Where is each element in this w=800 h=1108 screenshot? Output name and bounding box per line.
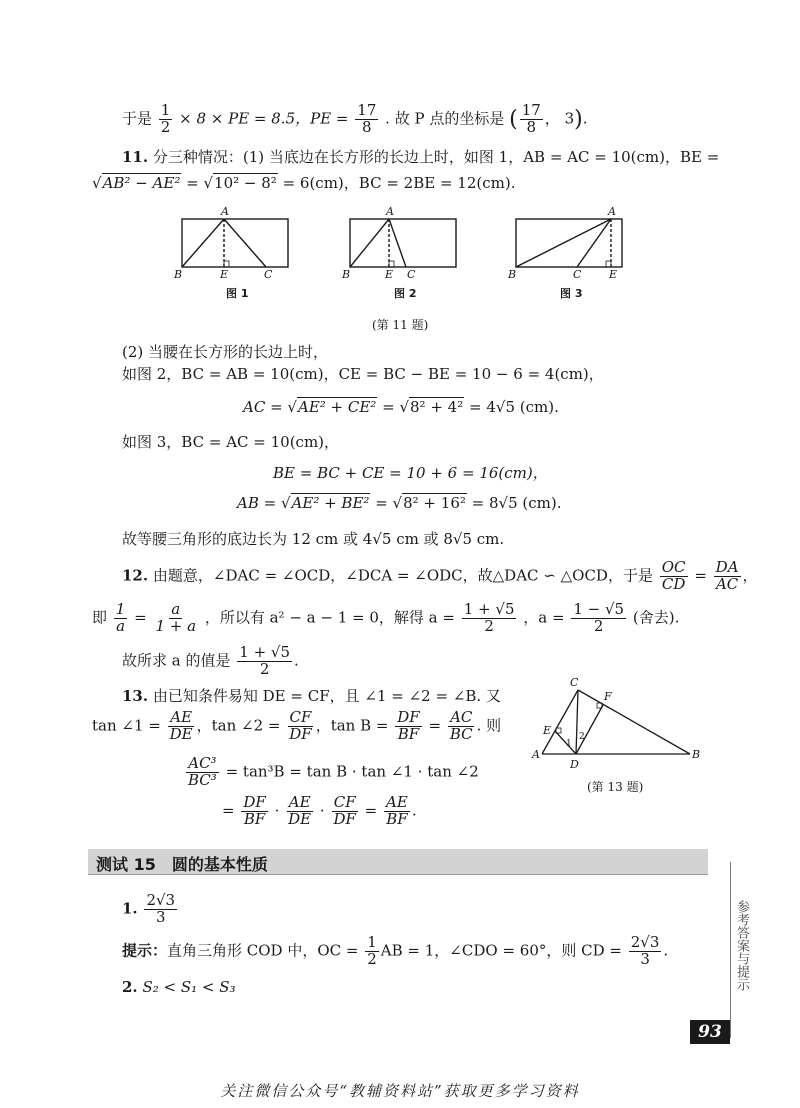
svg-text:E: E bbox=[543, 724, 552, 737]
svg-text:F: F bbox=[604, 690, 612, 703]
q13-caption: (第 13 题) bbox=[587, 780, 644, 794]
svg-text:1: 1 bbox=[566, 739, 572, 749]
q11-conclusion: 故等腰三角形的底边长为 12 cm 或 4√5 cm 或 8√5 cm. bbox=[122, 530, 505, 548]
svg-text:B: B bbox=[508, 268, 517, 281]
q11-fig2-line: 如图 2，BC = AB = 10(cm)，CE = BC − BE = 10 − 6 = 4(cm)， bbox=[122, 365, 604, 383]
q11-eq1: AC = √AE² + CE² = √8² + 4² = 4√5 (cm). bbox=[243, 398, 559, 416]
coordinate-line: 于是 $\frac{1}{2}$ × 8 × PE = 8.5，PE = $\frac{17}{8}$ . 故 P 点的坐标是 ( $\frac{17}{8}$ ， 3). bbox=[122, 101, 588, 136]
q11-eq2: BE = BC + CE = 10 + 6 = 16(cm)， bbox=[273, 464, 548, 482]
q11-eq3: AB = √AE² + BE² = √8² + 16² = 8√5 (cm). bbox=[237, 494, 562, 512]
q12-line1: 12. 由题意，∠DAC = ∠OCD，∠DCA = ∠ODC，故△DAC ∽ △OCD，于是 $\frac{OC}{CD}$ = $\frac{DA}{AC}$ ， bbox=[122, 558, 758, 593]
svg-text:A: A bbox=[608, 205, 616, 218]
s2-answer: 2. S₂ < S₁ < S₃ bbox=[122, 978, 236, 996]
svg-text:B: B bbox=[342, 268, 351, 281]
q13-line2: tan ∠1 = $\frac{AE}{DE}$ ，tan ∠2 = $\frac{CF}{DF}$ ，tan B = $\frac{DF}{BF}$ = $\frac{AC}{BC}$ . 则 bbox=[92, 708, 502, 743]
fraction-coord: $\frac{17}{8}$ bbox=[521, 101, 541, 136]
segment-df bbox=[576, 705, 603, 754]
fraction-half: $\frac{1}{2}$ bbox=[160, 101, 171, 136]
q12-line3: 故所求 a 的值是 $\frac{1 + √5}{2}$ . bbox=[122, 643, 299, 678]
sidebar-label: 参考答案与提示 bbox=[734, 900, 749, 991]
side-ac bbox=[542, 690, 578, 754]
fig1-right-angle bbox=[224, 261, 229, 267]
q11-line2: √AB² − AE² = √10² − 8² = 6(cm)，BC = 2BE = 12(cm). bbox=[92, 174, 516, 192]
q11-fig3-line: 如图 3，BC = AC = 10(cm)， bbox=[122, 433, 340, 451]
fig2-right-angle bbox=[389, 261, 394, 267]
svg-text:A: A bbox=[221, 205, 229, 218]
side-cb bbox=[578, 690, 690, 754]
section-title: 测试 15 圆的基本性质 bbox=[96, 855, 268, 874]
q12-line2: 即 $\frac{1}{a}$ = $\frac{a}{1 + a}$ ，所以有 a² − a − 1 = 0，解得 a = $\frac{1 + √5}{2}$ ，a = $\frac{1 - √5}{2}$ (舍去). bbox=[92, 600, 680, 635]
fig3-side-ab bbox=[516, 219, 611, 267]
fig2-side-ab bbox=[350, 219, 389, 267]
segment-cd bbox=[576, 690, 578, 754]
svg-text:B: B bbox=[692, 748, 701, 761]
fig1-rectangle bbox=[182, 219, 288, 267]
fig1-label: 图 1 bbox=[226, 287, 249, 300]
s1-hint: 提示：直角三角形 COD 中，OC = $\frac{1}{2}$ AB = 1，∠CDO = 60°，则 CD = $\frac{2√3}{3}$ . bbox=[122, 933, 669, 968]
q13-figure bbox=[528, 676, 708, 771]
svg-text:E: E bbox=[609, 268, 618, 281]
q13-line4: = $\frac{DF}{BF}$ · $\frac{AE}{DE}$ · $\frac{CF}{DF}$ = $\frac{AE}{BF}$ . bbox=[222, 793, 417, 828]
fig1-side-ab bbox=[182, 219, 224, 267]
svg-text:C: C bbox=[407, 268, 416, 281]
q11-case2: (2) 当腰在长方形的长边上时， bbox=[122, 343, 329, 361]
svg-text:C: C bbox=[264, 268, 273, 281]
svg-text:C: C bbox=[570, 676, 579, 689]
fig2-label: 图 2 bbox=[394, 287, 417, 300]
footer-note: 关注微信公众号“教辅资料站”获取更多学习资料 bbox=[220, 1082, 580, 1100]
svg-text:E: E bbox=[220, 268, 229, 281]
section-header bbox=[88, 849, 708, 875]
svg-text:B: B bbox=[174, 268, 183, 281]
s1-answer: 1. $\frac{2√3}{3}$ bbox=[122, 891, 176, 926]
fig1-side-ac bbox=[224, 219, 266, 267]
svg-text:D: D bbox=[570, 758, 579, 771]
q11-figures bbox=[170, 203, 640, 308]
svg-text:C: C bbox=[573, 268, 582, 281]
svg-text:A: A bbox=[386, 205, 394, 218]
svg-text:E: E bbox=[385, 268, 394, 281]
q13-line3: $\frac{\text{AC³}}{\text{BC³}}$ = tan³B = tan B · tan ∠1 · tan ∠2 bbox=[188, 754, 479, 789]
q11-caption: (第 11 题) bbox=[372, 318, 429, 332]
fig3-right-angle bbox=[606, 261, 611, 267]
svg-text:2: 2 bbox=[579, 732, 585, 742]
q11-line1: 11. 分三种情况：(1) 当底边在长方形的长边上时，如图 1，AB = AC = 10(cm)，BE = bbox=[122, 148, 720, 166]
svg-text:A: A bbox=[532, 748, 540, 761]
page-number: 93 bbox=[690, 1020, 730, 1044]
fig3-side-ac bbox=[577, 219, 611, 267]
fraction-pe: $\frac{17}{8}$ bbox=[357, 101, 377, 136]
q13-line1: 13. 由已知条件易知 DE = CF，且 ∠1 = ∠2 = ∠B. 又 bbox=[122, 687, 501, 705]
fig3-label: 图 3 bbox=[560, 287, 583, 300]
fig2-side-ac bbox=[389, 219, 406, 267]
